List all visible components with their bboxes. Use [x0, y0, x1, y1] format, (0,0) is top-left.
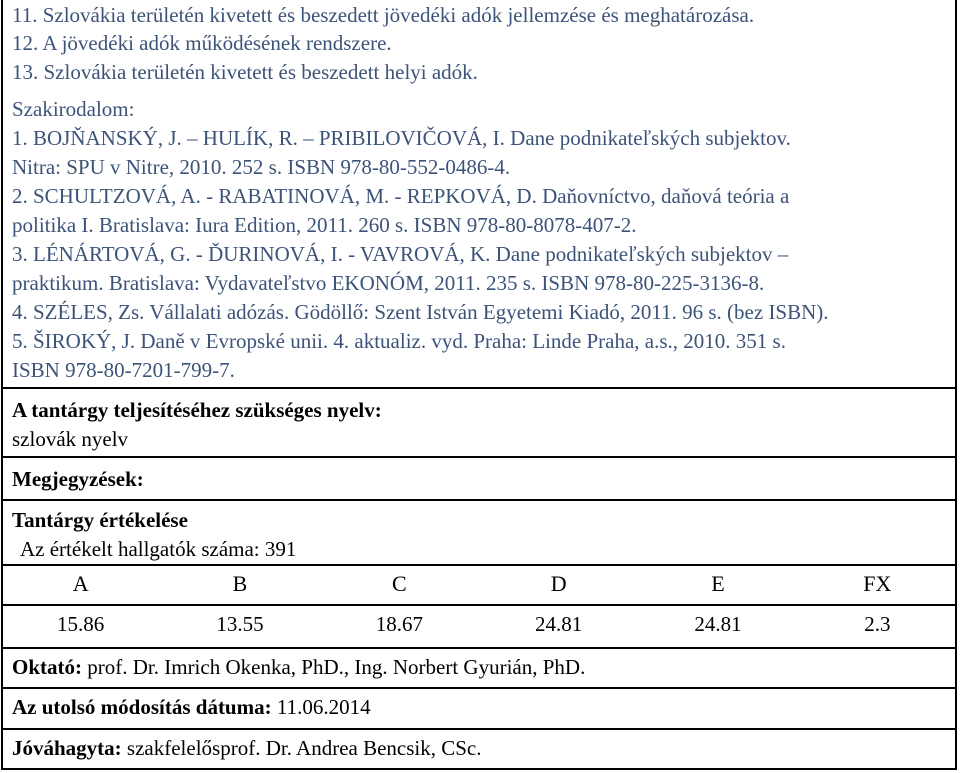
approved-row [12, 735, 482, 761]
grade-header: C [391, 571, 407, 596]
grade-header: E [711, 571, 725, 596]
grade-percentage: 18.67 [375, 611, 423, 636]
section-divider [1, 687, 957, 689]
teacher-names: prof. Dr. Imrich Okenka, PhD., Ing. Norbert Gyurián, PhD. [87, 655, 586, 679]
notes-heading: Megjegyzések: [12, 467, 144, 491]
table-rule [1, 564, 957, 566]
language-heading: A tantárgy teljesítéséhez szükséges nyelv: [12, 398, 382, 422]
section-divider [1, 387, 957, 389]
modified-date: 11.06.2014 [276, 695, 371, 719]
literature-line: 3. LÉNÁRTOVÁ, G. - ĎURINOVÁ, I. - VAVROVÁ, K. Dane podnikateľských subjektov – [12, 242, 789, 266]
grade-distribution-table [1, 564, 957, 650]
section-divider [1, 499, 957, 501]
literature-line: praktikum. Bratislava: Vydavateľstvo EKONÓM, 2011. 235 s. ISBN 978-80-225-3136-8. [12, 271, 765, 295]
section-divider [1, 728, 957, 730]
literature-line: 5. ŠIROKÝ, J. Daně v Evropské unii. 4. aktualiz. vyd. Praha: Linde Praha, a.s., 2010. 351 s. [12, 329, 786, 353]
topic-11: 11. Szlovákia területén kivetett és beszedett jövedéki adók jellemzése és meghatározása. [12, 3, 755, 27]
literature-line: 4. SZÉLES, Zs. Vállalati adózás. Gödöllő: Szent István Egyetemi Kiadó, 2011. 96 s. (bez ISBN). [12, 300, 829, 324]
approved-label: Jóváhagyta: [12, 736, 122, 760]
modified-row [12, 694, 371, 720]
grade-header: FX [863, 571, 892, 596]
language-value: szlovák nyelv [12, 427, 129, 451]
teacher-row [12, 654, 585, 680]
approved-by: szakfelelősprof. Dr. Andrea Bencsik, CSc. [126, 736, 482, 760]
section-divider [1, 456, 957, 458]
grade-percentage: 13.55 [216, 611, 264, 636]
literature-line: 2. SCHULTZOVÁ, A. - RABATINOVÁ, M. - REPKOVÁ, D. Daňovníctvo, daňová teória a [12, 184, 790, 208]
literature-line: 1. BOJŇANSKÝ, J. – HULÍK, R. – PRIBILOVIČOVÁ, I. Dane podnikateľských subjektov. [12, 126, 791, 150]
modified-label: Az utolsó módosítás dátuma: [12, 695, 272, 719]
grade-percentage: 15.86 [57, 611, 105, 636]
section-divider [1, 647, 957, 649]
topic-13: 13. Szlovákia területén kivetett és beszedett helyi adók. [12, 60, 478, 84]
grade-header: A [72, 571, 89, 596]
grade-percentage: 24.81 [694, 611, 742, 636]
topic-12: 12. A jövedéki adók működésének rendszere. [12, 31, 392, 55]
literature-line: politika I. Bratislava: Iura Edition, 2011. 260 s. ISBN 978-80-8078-407-2. [12, 213, 637, 237]
evaluated-students-count: Az értékelt hallgatók száma: 391 [20, 537, 297, 561]
teacher-label: Oktató: [12, 655, 82, 679]
grade-percentage: 2.3 [864, 611, 891, 636]
literature-heading: Szakirodalom: [12, 97, 135, 121]
grade-header: B [232, 571, 248, 596]
literature-line: ISBN 978-80-7201-799-7. [12, 358, 235, 382]
grade-header: D [550, 571, 567, 596]
table-rule [1, 604, 957, 606]
grade-percentage: 24.81 [535, 611, 583, 636]
evaluation-heading: Tantárgy értékelése [12, 508, 188, 532]
literature-line: Nitra: SPU v Nitre, 2010. 252 s. ISBN 978-80-552-0486-4. [12, 155, 511, 179]
